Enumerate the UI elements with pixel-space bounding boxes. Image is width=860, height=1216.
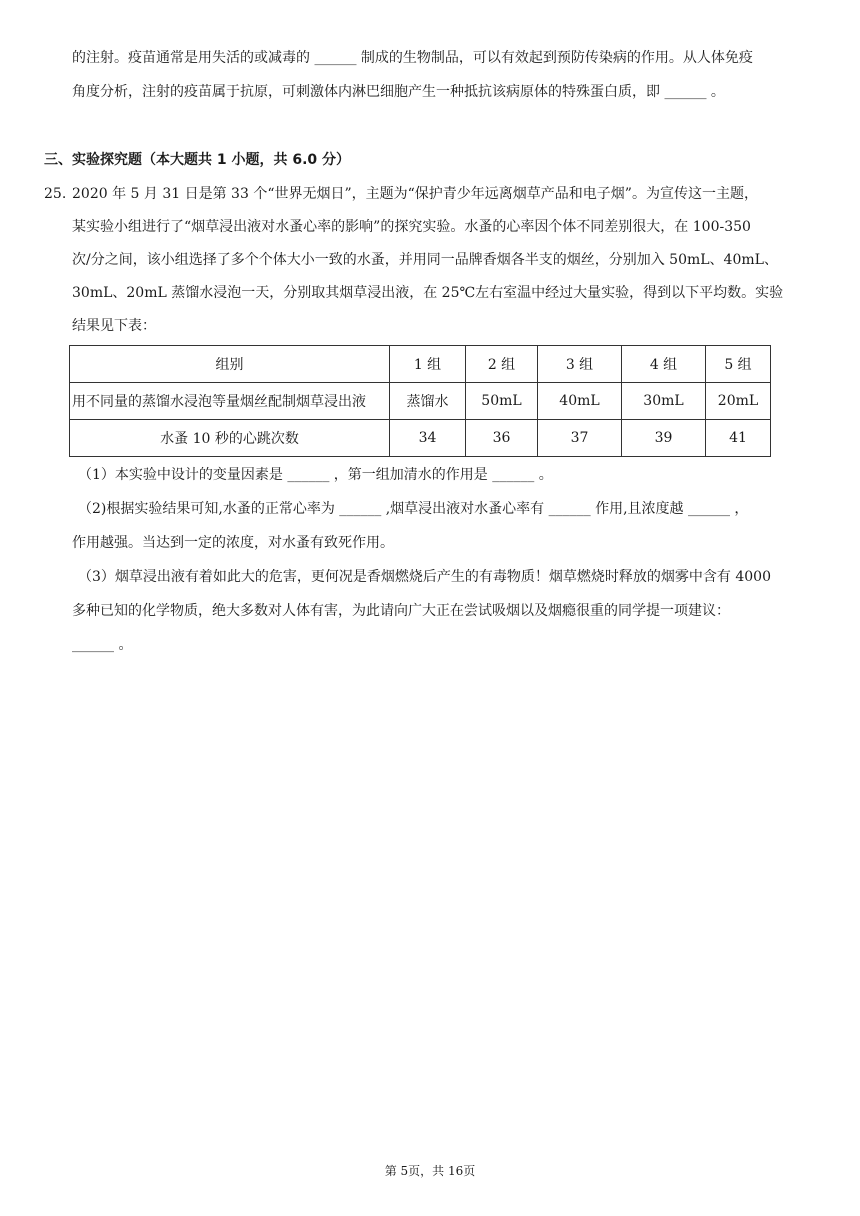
table-cell: 36 — [466, 420, 538, 457]
table-header-cell: 1 组 — [390, 346, 466, 383]
table-cell: 37 — [538, 420, 622, 457]
table-header-cell: 4 组 — [622, 346, 706, 383]
table-header-cell: 2 组 — [466, 346, 538, 383]
sub-question-1: （1）本实验中设计的变量因素是 ______ ，第一组加清水的作用是 ______ 。 — [78, 467, 553, 483]
question-line-3: 次/分之间，该小组选择了多个个体大小一致的水蚤，并用同一品牌香烟各半支的烟丝，分别加入 50mL、40mL、 — [72, 252, 778, 268]
table-header-cell: 3 组 — [538, 346, 622, 383]
question-line-4: 30mL、20mL 蒸馏水浸泡一天，分别取其烟草浸出液，在 25℃左右室温中经过大量实验，得到以下平均数。实验 — [72, 285, 784, 301]
table-cell: 蒸馏水 — [390, 383, 466, 420]
table-cell: 40mL — [538, 383, 622, 420]
table-row — [70, 420, 771, 457]
intro-line-1: 的注射。疫苗通常是用失活的或减毒的 ______ 制成的生物制品，可以有效起到预防传染病的作用。从人体免疫 — [72, 50, 753, 66]
sub-question-3-answer: ______ 。 — [72, 637, 133, 653]
page-footer: 第 5页，共 16页 — [384, 1164, 476, 1178]
table-header-row — [70, 346, 771, 383]
table-cell: 39 — [622, 420, 706, 457]
table-cell: 41 — [706, 420, 771, 457]
section-heading: 三、实验探究题（本大题共 1 小题，共 6.0 分） — [44, 152, 351, 168]
question-line-1: 2020 年 5 月 31 日是第 33 个“世界无烟日”，主题为“保护青少年远离烟草产品和电子烟”。为宣传这一主题， — [72, 186, 758, 202]
table-row — [70, 383, 771, 420]
table-header-cell: 组别 — [70, 346, 390, 383]
sub-question-2: （2)根据实验结果可知,水蚤的正常心率为 ______ ,烟草浸出液对水蚤心率有 ______ 作用,且浓度越 ______ ， — [78, 501, 749, 517]
question-number: 25. — [44, 186, 67, 202]
table-cell: 30mL — [622, 383, 706, 420]
table-cell: 用不同量的蒸馏水浸泡等量烟丝配制烟草浸出液 — [70, 383, 390, 420]
question-line-5: 结果见下表： — [72, 318, 156, 334]
question-line-2: 某实验小组进行了“烟草浸出液对水蚤心率的影响”的探究实验。水蚤的心率因个体不同差别很大，在 100-350 — [72, 219, 751, 235]
intro-line-2: 角度分析，注射的疫苗属于抗原，可刺激体内淋巴细胞产生一种抵抗该病原体的特殊蛋白质，即 ______ 。 — [72, 84, 725, 100]
sub-question-3-cont: 多种已知的化学物质，绝大多数对人体有害，为此请向广大正在尝试吸烟以及烟瘾很重的同学提一项建议： — [72, 603, 730, 619]
table-cell: 20mL — [706, 383, 771, 420]
table-cell: 50mL — [466, 383, 538, 420]
table-header-cell: 5 组 — [706, 346, 771, 383]
sub-question-3: （3）烟草浸出液有着如此大的危害，更何况是香烟燃烧后产生的有毒物质！烟草燃烧时释放的烟雾中含有 4000 — [78, 569, 771, 585]
experiment-table — [69, 345, 771, 457]
table-cell: 34 — [390, 420, 466, 457]
table-cell: 水蚤 10 秒的心跳次数 — [70, 420, 390, 457]
sub-question-2-cont: 作用越强。当达到一定的浓度，对水蚤有致死作用。 — [72, 535, 394, 551]
